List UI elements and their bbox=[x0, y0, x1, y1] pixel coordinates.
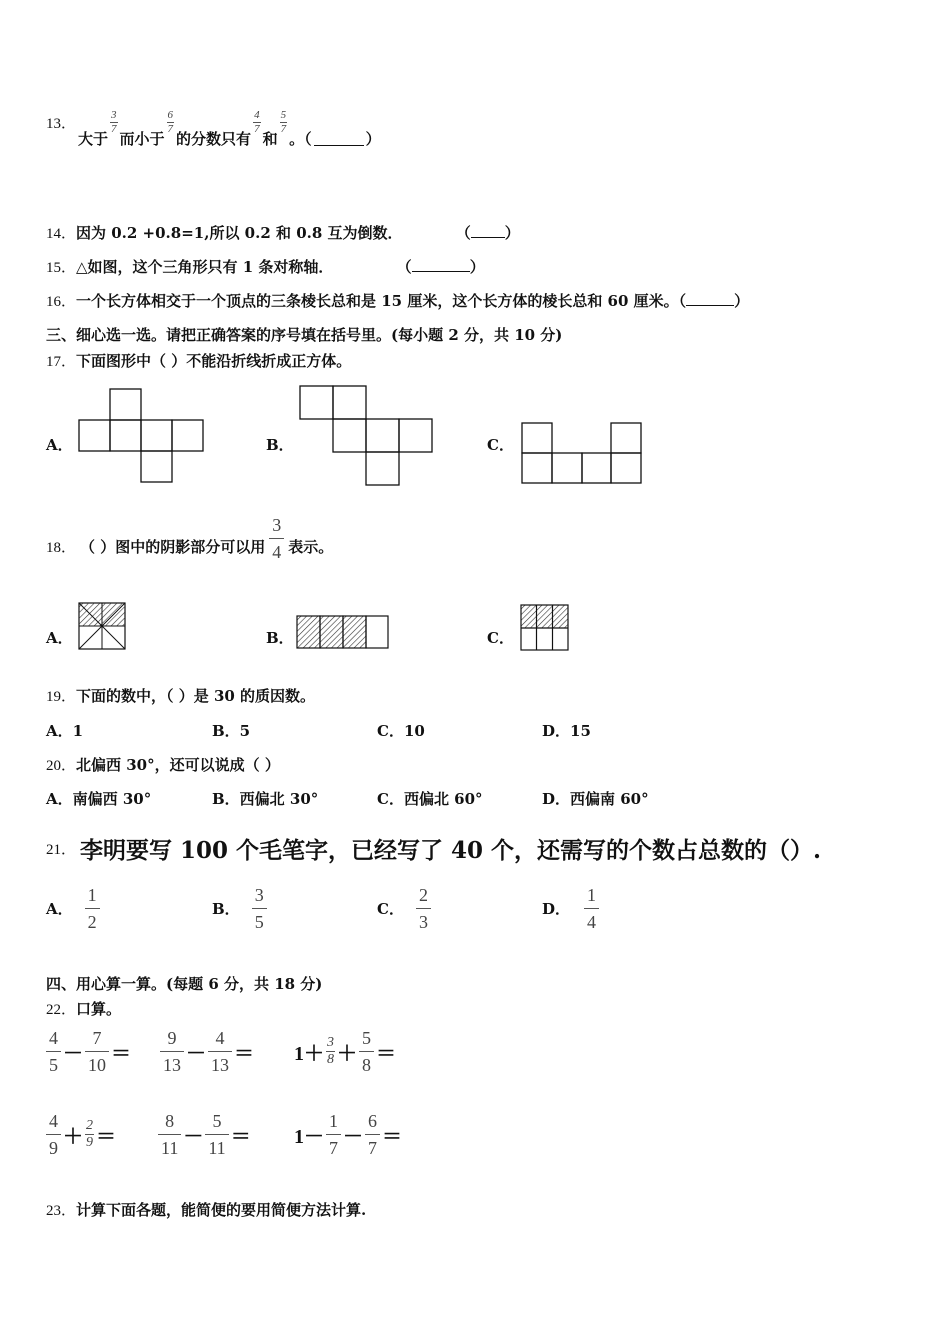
question-text-2: 表示。 bbox=[288, 538, 334, 556]
paren-close: ） bbox=[504, 224, 520, 242]
question-17 bbox=[46, 350, 351, 371]
fraction: $\frac{6}{7}$ bbox=[167, 109, 174, 135]
question-text: 计算下面各题，能简便的要用简便方法计算. bbox=[76, 1201, 367, 1219]
question-23 bbox=[46, 1199, 366, 1220]
question-number: 18． bbox=[46, 540, 77, 556]
cube-net-b bbox=[299, 385, 435, 486]
shaded-figure-c bbox=[520, 604, 570, 652]
equals-sign: ＝ bbox=[234, 1043, 254, 1065]
answer-blank[interactable] bbox=[412, 258, 470, 272]
fraction: $\frac{3}{4}$ bbox=[269, 516, 284, 561]
section-4-heading: 四、用心算一算。(每题 6 分，共 18 分) bbox=[46, 975, 323, 993]
option-label: B． bbox=[212, 900, 240, 918]
fraction: $\frac{5}{7}$ bbox=[280, 109, 287, 135]
answer-blank[interactable] bbox=[314, 132, 364, 146]
question-20 bbox=[46, 754, 280, 775]
calc-item bbox=[294, 1029, 396, 1074]
calc-item bbox=[46, 1112, 116, 1157]
cube-net-a bbox=[78, 388, 208, 484]
option-label: D． bbox=[542, 900, 571, 918]
paren-open: （ bbox=[396, 258, 412, 276]
q13-text-5: 。（ bbox=[289, 130, 312, 148]
fraction: $\frac{1}{7}$ bbox=[326, 1112, 341, 1157]
fraction: $\frac{7}{10}$ bbox=[85, 1029, 109, 1074]
option-c-label[interactable]: C． bbox=[487, 436, 514, 454]
fraction: $\frac{3}{7}$ bbox=[111, 109, 117, 135]
question-15 bbox=[46, 256, 485, 277]
operator: 1＋ bbox=[294, 1043, 324, 1065]
fraction: $\frac{3}{5}$ bbox=[252, 886, 267, 931]
question-text: 北偏西 30°，还可以说成（ ） bbox=[76, 756, 280, 774]
question-text: 口算。 bbox=[76, 1000, 122, 1018]
question-number: 13． bbox=[46, 116, 77, 132]
q13-text-4: 和 bbox=[262, 130, 278, 148]
calc-item bbox=[160, 1029, 254, 1074]
option-c[interactable] bbox=[377, 886, 431, 931]
question-16 bbox=[46, 290, 749, 311]
option-label: C． bbox=[377, 900, 404, 918]
fraction: $\frac{4}{7}$ bbox=[254, 109, 260, 135]
fraction: $\frac{3}{8}$ bbox=[327, 1035, 334, 1067]
option-d[interactable]: D．15 bbox=[542, 722, 591, 740]
option-a[interactable] bbox=[46, 886, 100, 931]
q13-text-6: ） bbox=[365, 130, 381, 148]
fraction: $\frac{4}{13}$ bbox=[208, 1029, 232, 1074]
option-c[interactable]: C．10 bbox=[377, 722, 425, 740]
paren-close: ） bbox=[734, 292, 750, 310]
shaded-figure-a bbox=[78, 602, 127, 651]
option-d[interactable]: D．西偏南 60° bbox=[542, 790, 649, 808]
calc-item bbox=[158, 1112, 251, 1157]
fraction: $\frac{4}{5}$ bbox=[46, 1029, 61, 1074]
option-d[interactable] bbox=[542, 886, 599, 931]
operator: ＋ bbox=[63, 1126, 83, 1148]
option-b[interactable] bbox=[212, 886, 267, 931]
option-c-label[interactable]: C． bbox=[487, 629, 514, 647]
paren-close: ） bbox=[469, 258, 485, 276]
answer-blank[interactable] bbox=[471, 224, 505, 238]
option-a-label[interactable]: A． bbox=[46, 436, 73, 454]
question-number: 16． bbox=[46, 294, 77, 310]
option-a[interactable]: A．1 bbox=[46, 722, 84, 740]
fraction: $\frac{1}{2}$ bbox=[85, 886, 100, 931]
question-14 bbox=[46, 222, 520, 243]
fraction: $\frac{9}{13}$ bbox=[160, 1029, 184, 1074]
question-number: 15． bbox=[46, 260, 77, 276]
calc-item bbox=[46, 1029, 131, 1074]
fraction: $\frac{5}{11}$ bbox=[205, 1112, 228, 1157]
q13-text-3: 的分数只有 bbox=[176, 130, 252, 148]
question-text: 下面图形中（ ）不能沿折线折成正方体。 bbox=[76, 352, 352, 370]
question-text: 下面的数中，（ ）是 30 的质因数。 bbox=[76, 687, 316, 705]
operator: － bbox=[343, 1126, 363, 1148]
question-19 bbox=[46, 685, 315, 706]
equals-sign: ＝ bbox=[376, 1043, 396, 1065]
equals-sign: ＝ bbox=[382, 1126, 402, 1148]
question-18 bbox=[46, 516, 333, 561]
operator: ＋ bbox=[337, 1043, 357, 1065]
section-3-heading: 三、细心选一选。请把正确答案的序号填在括号里。(每小题 2 分，共 10 分) bbox=[46, 326, 563, 344]
question-text: 因为 0.2 +0.8=1,所以 0.2 和 0.8 互为倒数． bbox=[76, 224, 403, 242]
fraction: $\frac{5}{8}$ bbox=[359, 1029, 374, 1074]
option-b[interactable]: B．西偏北 30° bbox=[212, 790, 319, 808]
question-text: 李明要写 100 个毛笔字，已经写了 40 个，还需写的个数占总数的（）. bbox=[80, 837, 822, 864]
answer-blank[interactable] bbox=[686, 292, 734, 306]
option-b-label[interactable]: B． bbox=[266, 436, 294, 454]
fraction: $\frac{2}{3}$ bbox=[416, 886, 431, 931]
option-a-label[interactable]: A． bbox=[46, 629, 73, 647]
option-c[interactable]: C．西偏北 60° bbox=[377, 790, 483, 808]
shaded-figure-b bbox=[296, 615, 390, 650]
operator: － bbox=[63, 1043, 83, 1065]
question-number: 19． bbox=[46, 689, 77, 705]
fraction: $\frac{1}{4}$ bbox=[584, 886, 599, 931]
question-21 bbox=[46, 832, 821, 865]
q13-text-2: 而小于 bbox=[119, 130, 165, 148]
fraction: $\frac{6}{7}$ bbox=[365, 1112, 380, 1157]
operator: － bbox=[186, 1043, 206, 1065]
option-b[interactable]: B．5 bbox=[212, 722, 251, 740]
equals-sign: ＝ bbox=[111, 1043, 131, 1065]
question-number: 20． bbox=[46, 758, 77, 774]
question-number: 14． bbox=[46, 226, 77, 242]
option-b-label[interactable]: B． bbox=[266, 629, 294, 647]
option-a[interactable]: A．南偏西 30° bbox=[46, 790, 152, 808]
question-text: △如图，这个三角形只有 1 条对称轴． bbox=[76, 258, 334, 276]
question-number: 17． bbox=[46, 354, 77, 370]
equals-sign: ＝ bbox=[230, 1126, 251, 1148]
fraction: $\frac{8}{11}$ bbox=[158, 1112, 181, 1157]
cube-net-c bbox=[521, 422, 643, 485]
question-text: 一个长方体相交于一个顶点的三条棱长总和是 15 厘米，这个长方体的棱长总和 60 厘米。（ bbox=[76, 292, 687, 310]
operator: 1－ bbox=[294, 1126, 324, 1148]
calc-item bbox=[294, 1112, 402, 1157]
question-number: 21． bbox=[46, 842, 77, 858]
question-number: 23． bbox=[46, 1203, 77, 1219]
equals-sign: ＝ bbox=[96, 1126, 116, 1148]
option-label: A． bbox=[46, 900, 73, 918]
question-22 bbox=[46, 998, 121, 1019]
question-number: 22． bbox=[46, 1002, 77, 1018]
q13-text-1: 大于 bbox=[78, 130, 109, 148]
fraction: $\frac{4}{9}$ bbox=[46, 1112, 61, 1157]
paren-open: （ bbox=[455, 224, 471, 242]
operator: － bbox=[183, 1126, 204, 1148]
question-text: （ ）图中的阴影部分可以用 bbox=[80, 538, 266, 556]
fraction: $\frac{2}{9}$ bbox=[86, 1118, 93, 1150]
question-13 bbox=[46, 109, 381, 148]
